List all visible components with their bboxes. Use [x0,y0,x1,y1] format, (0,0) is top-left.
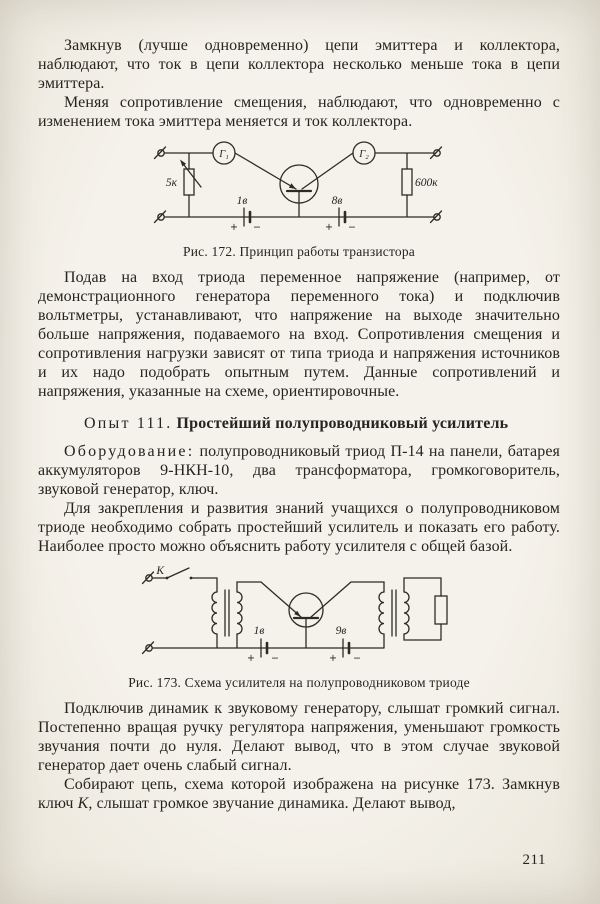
variable-resistor-icon [180,160,201,196]
plus-sign: + [230,222,238,233]
load-resistor-icon [402,169,412,195]
minus-sign: − [271,653,279,664]
load-resistor-value: 600к [415,177,438,189]
paragraph-7 [38,775,560,813]
bias-resistor-value: 5к [165,177,177,189]
figure-173 [38,564,560,691]
switch-key-label: К [156,565,164,577]
paragraph-7-text: , слышат громкое звучание динамика. Делают вывод, [88,795,456,812]
minus-sign: − [353,653,361,664]
paragraph-2: Меняя сопротивление смещения, наблюдают, что одновременно с изменением тока эмиттера меняется и ток коллектора. [38,94,560,130]
galvanometer-g1-label: Г₁ [219,148,229,160]
paragraph-7-text: Собирают цепь, схема которой изображена на рисунке 173. Замкнув ключ [38,776,560,812]
paragraph-equipment [38,442,560,499]
figure-172-caption: Рис. 172. Принцип работы транзистора [183,244,415,259]
plus-sign: + [329,653,337,664]
switch-key-icon [166,568,193,579]
emitter-voltage-label: 1в [253,625,265,637]
circuit-diagram-173 [139,564,459,666]
input-transformer-icon [212,590,242,636]
circuit-diagram-172 [149,139,449,235]
paragraph-1: Замкнув (лучше одновременно) цепи эмиттера и коллектора, наблюдают, что ток в цепи коллектора несколько меньше тока в цепи эмиттера. [38,37,560,92]
page-number: 211 [522,852,546,868]
terminal-icon [143,572,154,584]
minus-sign: − [253,222,261,233]
galvanometer-g2-label: Г₂ [359,148,369,160]
key-symbol: К [77,795,89,812]
collector-voltage-label: 9в [335,625,347,637]
terminal-icon [143,642,154,654]
experiment-number: Опыт 111. [84,415,173,432]
experiment-heading [38,414,560,433]
minus-sign: − [348,222,356,233]
plus-sign: + [247,653,255,664]
galvanometer-g2-icon [353,142,375,164]
collector-voltage-label: 8в [331,195,343,207]
loudspeaker-icon [435,596,447,624]
circuit-wires [164,153,434,217]
output-transformer-icon [379,590,409,636]
emitter-voltage-label: 1в [236,195,248,207]
paragraph-6: Подключив динамик к звуковому генератору, слышат громкий сигнал. Постепенно вращая ручку регулятора напряжения, уменьшают громкость звучания почти до нуля. Делают вывод, что в этом случае звуковой генератор дает очень слабый сигнал. [38,700,560,774]
equipment-label: Оборудование: [64,443,195,460]
equipment-text: полупроводниковый триод П-14 на панели, батарея аккумуляторов 9-НКН-10, два трансформатора, громкоговоритель, звуковой генератор, ключ. [38,443,560,498]
paragraph-3: Подав на вход триода переменное напряжение (например, от демонстрационного генератора переменного тока) и подключив вольтметры, устанавливают, что напряжение на выходе значительно больше напряжения, подаваемого на вход. Сопротивления смещения и сопротивления нагрузки зависят от типа триода и напряжения источников и их надо подобрать опытным путем. Данные сопротивлений и напряжения, указанные на схеме, ориентировочные. [38,269,560,400]
plus-sign: + [325,222,333,233]
figure-172 [38,139,560,260]
galvanometer-g1-icon [213,142,235,164]
terminal-icon [155,147,166,159]
terminal-icon [155,211,166,223]
paragraph-5: Для закрепления и развития знаний учащихся о полупроводниковом триоде необходимо собрать простейший усилитель и показать его работу. Наиболее просто можно объяснить работу усилителя с общей базой. [38,500,560,555]
figure-173-caption: Рис. 173. Схема усилителя на полупроводниковом триоде [128,675,470,690]
experiment-title: Простейший полупроводниковый усилитель [176,415,509,432]
